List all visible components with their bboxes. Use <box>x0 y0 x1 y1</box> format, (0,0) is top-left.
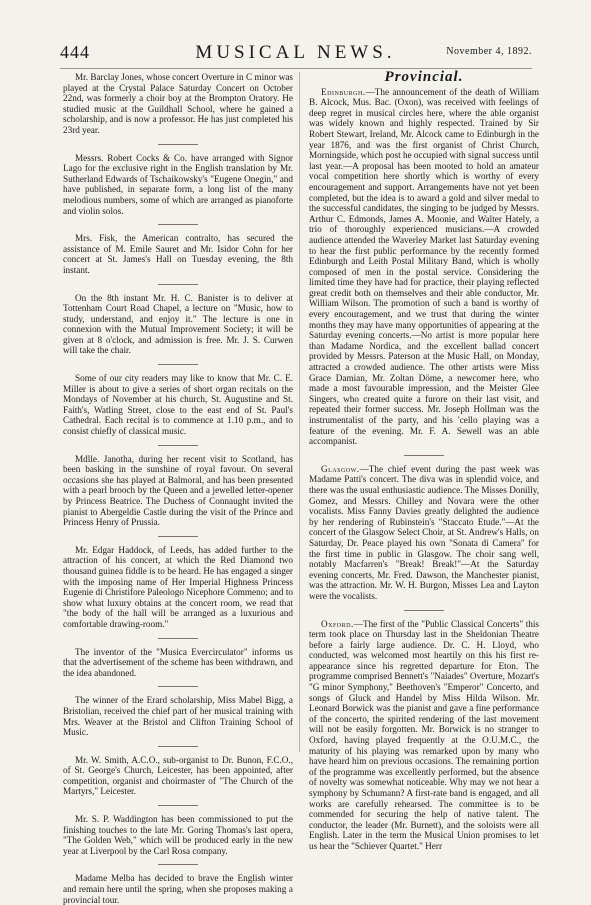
item-separator <box>158 746 198 747</box>
item-separator <box>404 455 444 456</box>
item-separator <box>158 864 198 865</box>
news-item: Messrs. Robert Cocks & Co. have arranged with Signor Lago for the exclusive right in the English translation by Mr. Sutherland Edwards of Tschaikowsky's "Eugene Onegin," and have published, in separate form, a long list of the many melodious numbers, some of which are arranged as pianoforte and violin solos. <box>63 152 293 216</box>
city-lead-oxford: Oxford. <box>321 618 354 629</box>
glasgow-report <box>309 464 539 602</box>
item-separator <box>158 364 198 365</box>
news-item: On the 8th instant Mr. H. C. Banister is to deliver at Tottenham Court Road Chapel, a lecture on "Music, how to study, understand, and enjoy it." The lecture is one in connexion with the Mutual Improvement Society; it will be given at 8 o'clock, and admission is free. Mr. J. S. Curwen will take the chair. <box>63 292 293 356</box>
column-divider <box>299 72 300 752</box>
item-separator <box>158 224 198 225</box>
item-separator <box>158 284 198 285</box>
section-title-provincial: Provincial. <box>384 69 464 85</box>
city-lead-edinburgh: Edinburgh. <box>321 86 366 97</box>
edinburgh-report <box>309 87 539 447</box>
issue-date: November 4, 1892. <box>446 46 532 57</box>
item-separator <box>158 805 198 806</box>
news-item: Mr. Barclay Jones, whose concert Overture in C minor was played at the Crystal Palace Saturday Concert on October 22nd, was formerly a choir boy at the Brompton Oratory. He studied music at the Guildhall School, where he gained a scholarship, and is now a professor. He has just completed his 23rd year. <box>63 72 293 135</box>
item-separator <box>158 445 198 446</box>
oxford-text: —The first of the "Public Classical Concerts" this term took place on Thursday last in the Sheldonian Theatre before a fairly large audience. Dr. C. H. Lloyd, who conducted, was welcomed most heartily on this his first re-appearance since his regretted departure for Eton. The programme comprised Bennett's "Naiades" Overture, Mozart's "G minor Symphony," Beethoven's "Emperor" Concerto, and songs of Gluck and Handel by Miss Hilda Wilson. Mr. Leonard Borwick was the pianist and gave a fine performance of the concerto, the spirited rendering of the last movement will not be easily forgotten. Mr. Borwick is no stranger to Oxford, having played frequently at the O.U.M.C., the maturity of his playing was remarked upon by many who have heard him on previous occasions. The remaining portion of the programme was excellently performed, but the absence of novelty was somewhat noticeable. Why may we not hear a symphony by Schumann? A first-rate band is engaged, and all works are carefully rehearsed. The committee is to be commended for securing the help of native talent. The conductor, the leader (Mr. Burnett), and the soloists were all English. Later in the term the Musical Union promises to let us hear the "Schiever Quartet." Herr <box>309 618 539 851</box>
item-separator <box>404 610 444 611</box>
oxford-report <box>309 619 539 852</box>
city-lead-glasgow: Glasgow. <box>321 463 360 474</box>
item-separator <box>158 536 198 537</box>
edinburgh-text: —The announcement of the death of William B. Alcock, Mus. Bac. (Oxon), was received with feelings of deep regret in musical circles here, where the able organist was widely known and highly respected. Trained by Sir Robert Stewart, Ireland, Mr. Alcock came to Edinburgh in the year 1876, and was the first organist of Christ Church, Morningside, which post he occupied with signal success until last year.—A proposal has been mooted to hold an amateur vocal competition here shortly which is worthy of every encouragement and support. Arrangements have not yet been completed, but the idea is to award a gold and silver medal to the successful candidates, the singing to be judged by Messrs. Arthur C. Edmonds, James A. Moonie, and Walter Hately, a trio of thoroughly experienced musicians.—A crowded audience attended the Waverley Market last Saturday evening to hear the first public performance by the recently formed Edinburgh and Leith Postal Military Band, which is wholly composed of men in the postal service. Considering the limited time they have had for practice, their playing reflected great credit both on themselves and their able conductor, Mr. William Wilson. The promotion of such a band is worthy of every encouragement, and we trust that during the winter months they may have many opportunities of appearing at the Saturday evening concerts.—No artist is more popular here than Madame Nordica, and the excellent ballad concert provided by Messrs. Paterson at the Music Hall, on Monday, attracted a crowded audience. The other artists were Miss Grace Damian, Mr. Zoltan Döme, a newcomer here, who made a most favourable impression, and the Meister Glee Singers, who created quite a furore on their last visit, and repeated their former success. Mr. Joseph Hollman was the instrumentalist of the party, and his 'cello playing was a feature of the evening. Mr. F. A. Sewell was an able accompanist. <box>309 86 539 447</box>
glasgow-text: —The chief event during the past week was Madame Patti's concert. The diva was in splendid voice, and there was the usual enthusiastic audience. The Misses Donilly, Gomez, and Messrs. Chilley and Novara were the other vocalists. Miss Fanny Davies greatly delighted the audience by her rendering of Rubinstein's "Staccato Etude."—At the concert of the Glasgow Select Choir, at St. Andrew's Halls, on Saturday, Dr. Peace played his own "Sonata di Camera" for the first time in public in Glasgow. The choir sang well, notably Macfarren's "Break! Break!"—At the Saturday evening concerts, Mr. Fred. Dawson, the Manchester pianist, was the attraction. Mr. W. H. Burgon, Misses Lea and Layton were the vocalists. <box>309 463 539 601</box>
masthead-title: MUSICAL NEWS. <box>195 42 396 63</box>
item-separator <box>158 686 198 687</box>
item-separator <box>158 638 198 639</box>
news-item: Madame Melba has decided to brave the English winter and remain here until the spring, when she proposes making a provincial tour. <box>63 873 293 905</box>
right-column <box>309 69 539 852</box>
news-item: Some of our city readers may like to know that Mr. C. E. Miller is about to give a series of short organ recitals on the Mondays of November at his church, St. Augustine and St. Faith's, Watling Street, close to the east end of St. Paul's Cathedral. Each recital is to commence at 1.10 p.m., and to consist chiefly of classical music. <box>63 373 293 437</box>
news-item: Mrs. Fisk, the American contralto, has secured the assistance of M. Emile Sauret and Mr. Isidor Cohn for her concert at St. James's Hall on Tuesday evening, the 8th instant. <box>63 233 293 275</box>
item-separator <box>158 144 198 145</box>
news-item: Mdlle. Janotha, during her recent visit to Scotland, has been basking in the sunshine of royal favour. On several occasions she has played at Balmoral, and has been presented with a pearl brooch by the Queen and a jewelled letter-opener by Princess Beatrice. The Duchess of Connaught invited the pianist to Abergeldie Castle during the visit of the Prince and Princess Henry of Prussia. <box>63 453 293 528</box>
news-item: Mr. Edgar Haddock, of Leeds, has added further to the attraction of his concert, at which the Red Diamond two thousand guinea fiddle is to be heard. He has engaged a singer with the imposing name of Her Imperial Highness Princess Eugenie di Christifore Paleologo Nicephore Commeno; and to show what luxury obtains at the concert room, we read that "the body of the hall will be arranged as a luxurious and comfortable drawing-room." <box>63 544 293 629</box>
page-number: 444 <box>60 42 90 62</box>
left-column <box>63 72 293 905</box>
news-item: Mr. S. P. Waddington has been commissioned to put the finishing touches to the late Mr. Goring Thomas's last opera, "The Golden Web," which will be produced early in the new year at Liverpool by the Carl Rosa company. <box>63 814 293 856</box>
news-item: Mr. W. Smith, A.C.O., sub-organist to Dr. Bunon, F.C.O., of St. George's Church, Leicester, has been appointed, after competition, organist and choirmaster of "The Church of the Martyrs," Leicester. <box>63 754 293 797</box>
news-item: The winner of the Erard scholarship, Miss Mabel Bigg, a Bristolian, received the chief part of her musical training with Mrs. Weaver at the Bristol and Clifton Training School of Music. <box>63 695 293 738</box>
news-item: The inventor of the "Musica Evercirculator" informs us that the advertisement of the scheme has been withdrawn, and the idea abandoned. <box>63 646 293 678</box>
page-header <box>0 42 591 66</box>
